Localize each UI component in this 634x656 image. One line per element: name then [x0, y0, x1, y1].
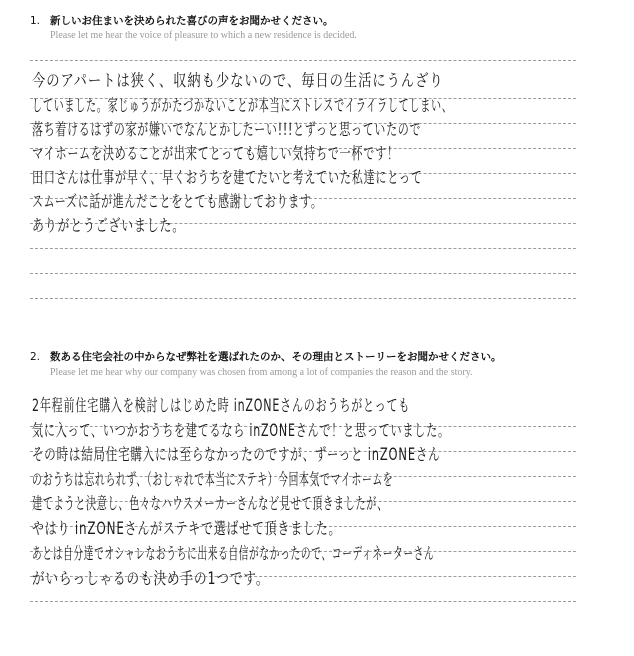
handwritten-line: 建てようと決意し、色々なハウスメーカーさんなど見せて頂きましたが、: [32, 494, 388, 514]
handwritten-line: マイホームを決めることが出来てとっても嬉しい気持ちで一杯です！: [32, 144, 399, 164]
ruled-line: [30, 248, 576, 249]
question-2-subtitle: Please let me hear why our company was chosen from among a lot of companies the reason and the story.: [50, 367, 473, 378]
question-1-title: 新しいお住まいを決められた喜びの声をお聞かせください。: [50, 15, 334, 27]
question-1-heading: [30, 13, 334, 28]
handwritten-line: がいらっしゃるのも決め手の1つです。: [32, 569, 270, 589]
handwritten-line: ありがとうございました。: [32, 216, 185, 236]
handwritten-line: 落ち着けるはずの家が嫌いでなんとかしたーい!!!とずっと思っていたので: [32, 120, 422, 140]
ruled-line: [30, 298, 576, 299]
handwritten-line: あとは自分達でオシャレなおうちに出来る自信がなかったので、コーディネーターさん: [32, 544, 435, 564]
handwritten-line: していました。家じゅうがかたづかないことが本当にストレスでイライラしてしまい、: [32, 96, 453, 116]
ruled-line: [30, 273, 576, 274]
handwritten-line: 2年程前住宅購入を検討しはじめた時 inZONEさんのおうちがとっても: [32, 396, 411, 416]
handwritten-line: スムーズに話が進んだことをとても感謝しております。: [32, 192, 323, 212]
question-2-title: 数ある住宅会社の中からなぜ弊社を選ばれたのか、その理由とストーリーをお聞かせください。: [50, 351, 502, 363]
question-1-subtitle: Please let me hear the voice of pleasure to which a new residence is decided.: [50, 30, 357, 41]
handwritten-line: その時は結局住宅購入には至らなかったのですが、ずーっと inZONEさん: [32, 445, 441, 465]
question-1-number: 1.: [30, 15, 41, 27]
question-2-heading: [30, 349, 502, 364]
handwritten-line: のおうちは忘れられず、（おしゃれで本当にステキ）今回本気でマイホームを: [32, 470, 394, 490]
question-2-number: 2.: [30, 351, 41, 363]
handwritten-line: 気に入って、いつかおうちを建てるなら inZONEさんで！と思っていました。: [32, 421, 450, 441]
ruled-line: [30, 60, 576, 61]
ruled-line: [30, 601, 576, 602]
handwritten-line: 田口さんは仕事が早く、早くおうちを建てたいと考えていた私達にとって: [32, 168, 423, 188]
handwritten-line: 今のアパートは狭く、収納も少ないので、毎日の生活にうんざり: [32, 71, 444, 91]
handwritten-line: やはり inZONEさんがステキで選ばせて頂きました。: [32, 519, 342, 539]
